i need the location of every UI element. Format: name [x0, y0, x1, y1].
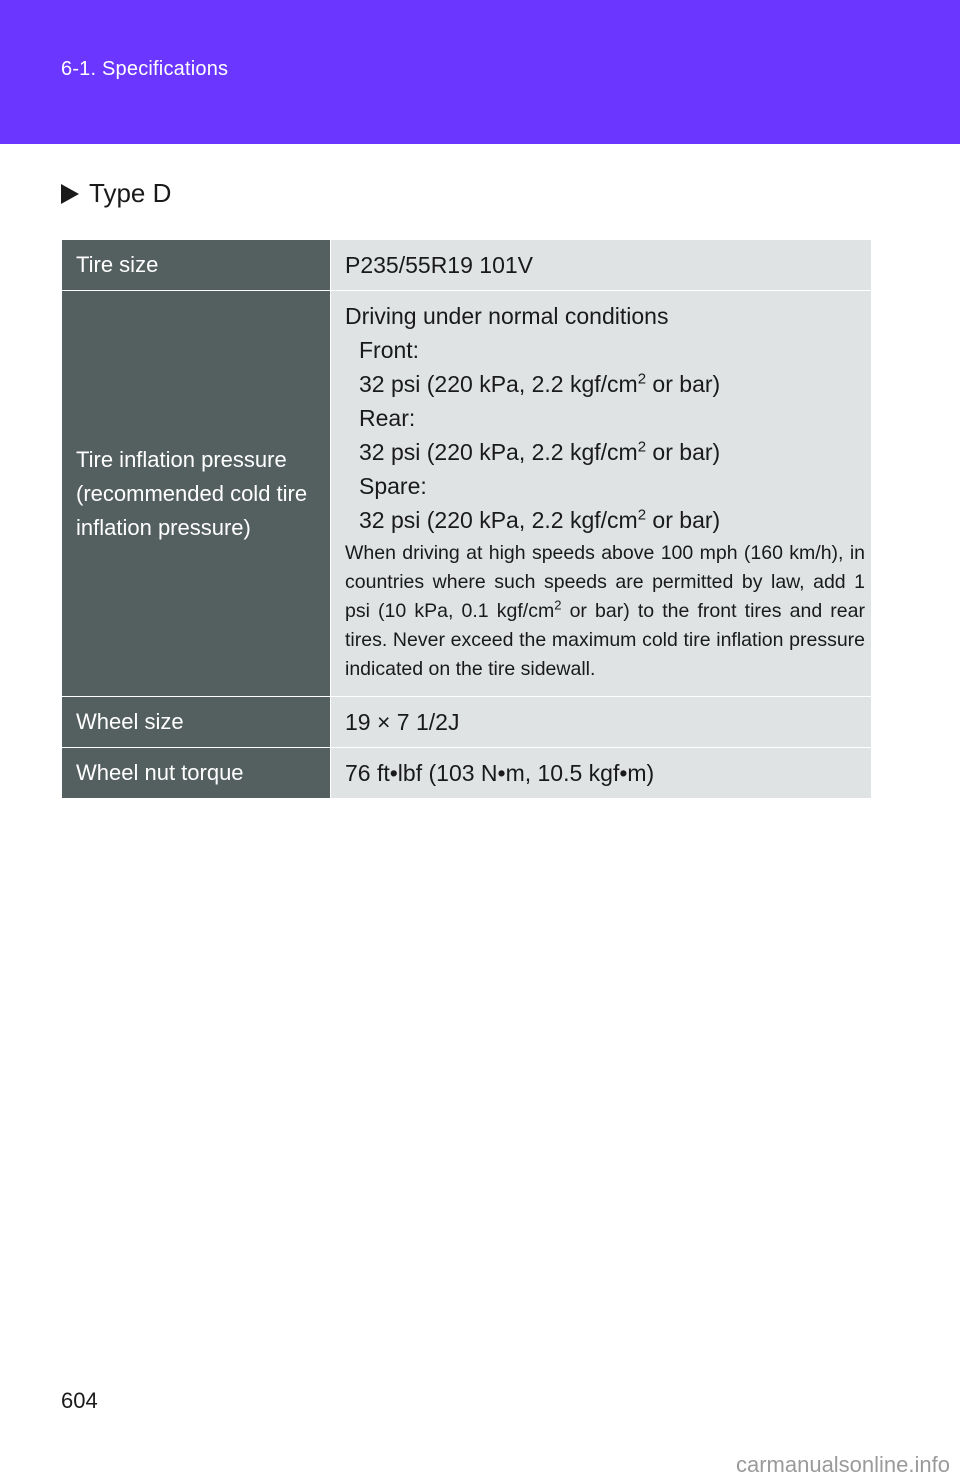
- condition-text: Driving under normal conditions: [345, 303, 669, 329]
- spare-value-sup: 2: [637, 506, 647, 524]
- inflation-label-line: inflation pressure): [76, 514, 251, 540]
- wheel-size-label: Wheel size: [62, 697, 331, 748]
- page-number: 604: [61, 1388, 98, 1413]
- spare-value-tail: or bar): [646, 507, 721, 533]
- front-value-text: 32 psi (220 kPa, 2.2 kgf/cm: [359, 371, 638, 397]
- table-row: [62, 291, 872, 697]
- wheel-nut-torque-value: 76 ft•lbf (103 N•m, 10.5 kgf•m): [331, 748, 872, 799]
- rear-value-sup: 2: [637, 438, 647, 456]
- note-tail: or bar) to the front tires and rear tires. Never exceed the maximum cold tire inflation pressure indicated on the tire sidewall.: [345, 600, 865, 680]
- triangle-right-icon: [61, 184, 79, 204]
- front-value-tail: or bar): [646, 371, 721, 397]
- inflation-pressure-value: [331, 291, 872, 697]
- watermark: carmanualsonline.info: [735, 1452, 950, 1477]
- spare-value-text: 32 psi (220 kPa, 2.2 kgf/cm: [359, 507, 638, 533]
- front-label: Front:: [359, 337, 420, 363]
- spare-label: Spare:: [359, 473, 427, 499]
- inflation-label-line: (recommended cold tire: [76, 480, 308, 506]
- front-value-sup: 2: [637, 370, 647, 388]
- table-row: [62, 697, 872, 748]
- type-heading: [61, 178, 171, 209]
- rear-value-tail: or bar): [646, 439, 721, 465]
- spec-table: [61, 239, 872, 799]
- rear-value-text: 32 psi (220 kPa, 2.2 kgf/cm: [359, 439, 638, 465]
- wheel-nut-torque-label: Wheel nut torque: [62, 748, 331, 799]
- wheel-size-value: 19 × 7 1/2J: [331, 697, 872, 748]
- note-text: When driving at high speeds above 100 mph (160 km/h), in countries where such speeds are permitted by law, add 1 psi (10 kPa, 0.1 kgf/cm: [345, 542, 865, 622]
- rear-value: [345, 435, 865, 469]
- type-heading-label: Type D: [89, 178, 172, 208]
- note-sup: 2: [554, 597, 562, 613]
- tire-size-label: Tire size: [62, 240, 331, 291]
- table-row: [62, 240, 872, 291]
- section-title: 6-1. Specifications: [61, 58, 229, 80]
- inflation-label-line: Tire inflation pressure: [76, 446, 287, 472]
- rear-label: Rear:: [359, 405, 416, 431]
- high-speed-note: [345, 539, 865, 688]
- tire-size-value: P235/55R19 101V: [331, 240, 872, 291]
- table-row: [62, 748, 872, 799]
- inflation-pressure-label: [62, 291, 331, 697]
- front-value: [345, 367, 865, 401]
- spare-value: [345, 503, 865, 537]
